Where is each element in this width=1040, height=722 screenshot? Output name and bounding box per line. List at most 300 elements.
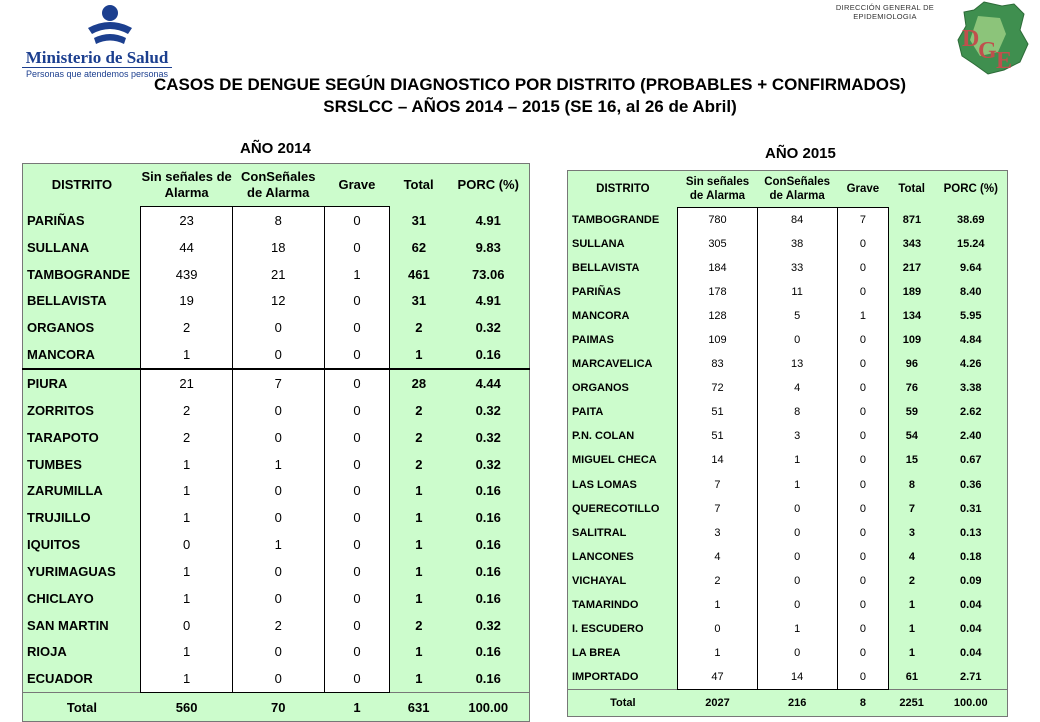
cell-distrito: MANCORA: [27, 347, 95, 363]
cell-total: 2: [415, 617, 423, 633]
svg-text:G: G: [978, 38, 997, 64]
ministry-brand-text: Ministerio de Salud: [25, 48, 169, 67]
cell-porc: 0.32: [475, 402, 501, 418]
cell-distrito: MARCAVELICA: [572, 358, 653, 371]
cell-con-senales: 33: [757, 256, 837, 280]
cell-con-senales: 0: [232, 558, 324, 585]
table-row: [23, 639, 530, 666]
cell-con-senales: 0: [232, 477, 324, 504]
table-total-row: [568, 689, 1008, 716]
cell-total: 15: [905, 454, 918, 467]
table-row: [568, 232, 1008, 256]
cell-porc: 2.62: [960, 406, 982, 419]
cell-total: 1: [415, 590, 423, 606]
cell-con-senales: 5: [757, 304, 837, 328]
cell-distrito: IMPORTADO: [572, 670, 639, 683]
ministry-tagline: Personas que atendemos personas: [22, 67, 172, 79]
table-row: [23, 612, 530, 639]
cell-total: 1: [415, 483, 423, 499]
cell-con-senales: 12: [232, 288, 324, 315]
cell-sin-senales: 1: [141, 585, 232, 612]
table-row: [568, 280, 1008, 304]
cell-distrito: PIURA: [23, 369, 141, 397]
cell-total: 343: [902, 238, 922, 251]
cell-sin-senales: 1: [678, 593, 757, 617]
header-grave: Grave: [846, 183, 880, 195]
cell-sin-senales: 2: [141, 397, 232, 424]
cell-total: 4: [908, 550, 915, 563]
table-row: [23, 585, 530, 612]
cell-sin-senales: 128: [678, 304, 757, 328]
year-label-2014: AÑO 2014: [240, 140, 311, 157]
header-porc: PORC (%): [943, 183, 998, 196]
table-row: [23, 665, 530, 692]
cell-total: 1: [415, 347, 423, 363]
cell-con-senales: 0: [757, 593, 837, 617]
cell-total: 8: [908, 478, 915, 491]
table-row: [568, 424, 1008, 448]
cell-distrito: SULLANA: [27, 239, 90, 255]
total-label: Total: [23, 693, 141, 722]
header-distrito: DISTRITO: [51, 177, 113, 193]
cell-total: 1: [908, 646, 915, 659]
cell-distrito: TAMARINDO: [572, 598, 639, 611]
table-row: [568, 617, 1008, 641]
cell-grave: 1: [837, 304, 889, 328]
total-total: 631: [390, 693, 448, 722]
table-row: [23, 504, 530, 531]
cell-porc: 0.04: [960, 646, 982, 659]
cell-porc: 4.91: [475, 212, 501, 228]
cell-porc: 0.32: [475, 456, 501, 472]
cell-grave: 1: [324, 261, 390, 288]
total-label: Total: [568, 689, 678, 716]
cell-con-senales: 11: [757, 280, 837, 304]
cell-distrito: ORGANOS: [27, 320, 95, 336]
cell-sin-senales: 7: [678, 497, 757, 521]
cell-total: 62: [411, 239, 427, 255]
cell-porc: 0.16: [475, 483, 501, 499]
cell-con-senales: 0: [757, 641, 837, 665]
cell-sin-senales: 2: [141, 424, 232, 451]
cell-grave: 0: [837, 232, 889, 256]
total-con-senales: 70: [232, 693, 324, 722]
cell-total: 76: [905, 382, 918, 395]
cell-distrito: LANCONES: [572, 550, 634, 563]
table-row: [568, 497, 1008, 521]
cell-con-senales: 21: [232, 261, 324, 288]
cell-porc: 8.40: [960, 286, 982, 299]
cell-distrito: MIGUEL CHECA: [572, 454, 657, 467]
cell-con-senales: 1: [232, 531, 324, 558]
cell-porc: 0.16: [475, 671, 501, 687]
cell-con-senales: 18: [232, 234, 324, 261]
cell-sin-senales: 0: [141, 531, 232, 558]
cell-grave: 0: [324, 585, 390, 612]
total-porc: 100.00: [447, 693, 529, 722]
total-grave: 1: [324, 693, 390, 722]
cell-total: 1: [415, 563, 423, 579]
cell-total: 3: [908, 526, 915, 539]
page-title: [40, 74, 1020, 118]
cell-porc: 38.69: [956, 213, 985, 226]
cell-distrito: TUMBES: [27, 456, 82, 472]
cell-con-senales: 0: [757, 521, 837, 545]
cell-distrito: PARIÑAS: [572, 286, 621, 299]
cell-total: 1: [415, 537, 423, 553]
cell-total: 2: [908, 574, 915, 587]
cell-con-senales: 13: [757, 352, 837, 376]
cell-distrito: TARAPOTO: [27, 429, 99, 445]
cell-con-senales: 0: [232, 341, 324, 369]
cell-con-senales: 0: [232, 665, 324, 692]
table-row: [23, 531, 530, 558]
table-row: [568, 328, 1008, 352]
cell-sin-senales: 51: [678, 400, 757, 424]
cell-sin-senales: 2: [141, 314, 232, 341]
cell-sin-senales: 439: [141, 261, 232, 288]
table-row: [23, 207, 530, 234]
cell-porc: 0.36: [960, 478, 982, 491]
cell-sin-senales: 23: [141, 207, 232, 234]
cell-grave: 0: [324, 397, 390, 424]
svg-text:D: D: [962, 26, 980, 52]
cell-distrito: QUERECOTILLO: [572, 502, 660, 515]
cell-porc: 4.91: [475, 293, 501, 309]
cell-con-senales: 8: [757, 400, 837, 424]
cell-distrito: TRUJILLO: [27, 510, 91, 526]
cell-grave: 7: [837, 208, 889, 233]
cell-sin-senales: 44: [141, 234, 232, 261]
cell-con-senales: 1: [757, 448, 837, 472]
table-row: [568, 400, 1008, 424]
table-row: [23, 397, 530, 424]
table-header-row: [568, 171, 1008, 208]
cell-total: 871: [902, 213, 922, 226]
cell-distrito: CHICLAYO: [27, 590, 94, 606]
header-total: Total: [403, 177, 434, 193]
table-row: [23, 341, 530, 369]
cell-sin-senales: 1: [141, 477, 232, 504]
cell-con-senales: 1: [757, 617, 837, 641]
cell-distrito: VICHAYAL: [572, 574, 627, 587]
cell-distrito: TAMBOGRANDE: [572, 213, 660, 226]
cell-porc: 0.16: [475, 590, 501, 606]
cell-sin-senales: 1: [141, 451, 232, 478]
cell-distrito: BELLAVISTA: [572, 262, 640, 275]
cell-sin-senales: 4: [678, 545, 757, 569]
total-grave: 8: [837, 689, 889, 716]
cell-grave: 0: [837, 569, 889, 593]
cell-distrito: SULLANA: [572, 238, 625, 251]
cell-sin-senales: 47: [678, 665, 757, 690]
cell-total: 31: [411, 293, 427, 309]
cell-con-senales: 0: [232, 504, 324, 531]
cell-sin-senales: 3: [678, 521, 757, 545]
table-row: [23, 288, 530, 315]
ministerio-de-salud-logo: [22, 4, 172, 79]
year-label-2015: AÑO 2015: [765, 145, 836, 162]
cell-total: 7: [908, 502, 915, 515]
total-total: 2251: [889, 689, 935, 716]
total-sin-senales: 2027: [678, 689, 757, 716]
cell-distrito: YURIMAGUAS: [27, 563, 116, 579]
cell-distrito: ORGANOS: [572, 382, 629, 395]
cell-total: 96: [905, 358, 918, 371]
total-con-senales: 216: [757, 689, 837, 716]
cell-sin-senales: 1: [141, 639, 232, 666]
cell-con-senales: 38: [757, 232, 837, 256]
cell-sin-senales: 51: [678, 424, 757, 448]
cell-con-senales: 1: [232, 451, 324, 478]
cell-distrito: BELLAVISTA: [27, 293, 107, 309]
cell-con-senales: 0: [757, 497, 837, 521]
cell-porc: 15.24: [956, 238, 985, 251]
table-row: [23, 314, 530, 341]
table-row: [568, 641, 1008, 665]
cell-distrito: SAN MARTIN: [27, 617, 109, 633]
cell-grave: 0: [324, 207, 390, 234]
cell-sin-senales: 14: [678, 448, 757, 472]
cell-total: 2: [415, 429, 423, 445]
cell-con-senales: 84: [757, 208, 837, 233]
table-row: [23, 234, 530, 261]
cell-distrito: IQUITOS: [27, 537, 81, 553]
cell-porc: 0.13: [960, 526, 982, 539]
cell-total: 2: [415, 456, 423, 472]
cell-porc: 0.16: [475, 537, 501, 553]
cell-con-senales: 14: [757, 665, 837, 690]
cell-total: 217: [902, 262, 922, 275]
cell-grave: 0: [324, 369, 390, 397]
cell-total: 2: [415, 402, 423, 418]
cell-porc: 0.67: [960, 454, 982, 467]
cell-porc: 0.04: [960, 622, 982, 635]
cell-sin-senales: 1: [141, 341, 232, 369]
cell-total: 31: [411, 212, 427, 228]
table-row: [568, 545, 1008, 569]
cell-distrito: P.N. COLAN: [572, 430, 635, 443]
header-con-senales: ConSeñales de Alarma: [241, 169, 316, 200]
cell-con-senales: 3: [757, 424, 837, 448]
total-sin-senales: 560: [141, 693, 232, 722]
cell-grave: 0: [324, 314, 390, 341]
cell-total: 2: [415, 320, 423, 336]
cell-porc: 0.32: [475, 320, 501, 336]
cell-sin-senales: 305: [678, 232, 757, 256]
cell-con-senales: 0: [757, 545, 837, 569]
table-row: [568, 473, 1008, 497]
header-sin-senales: Sin señales de Alarma: [685, 176, 750, 202]
cell-grave: 0: [837, 448, 889, 472]
dge-caption: [830, 3, 940, 21]
dge-caption-line1: DIRECCIÓN GENERAL DE: [835, 3, 935, 12]
cell-grave: 0: [837, 497, 889, 521]
cell-grave: 0: [837, 352, 889, 376]
cell-con-senales: 0: [757, 328, 837, 352]
table-row: [23, 558, 530, 585]
cell-con-senales: 2: [232, 612, 324, 639]
cell-grave: 0: [837, 617, 889, 641]
cell-porc: 2.71: [960, 670, 982, 683]
table-row: [23, 424, 530, 451]
table-row: [568, 448, 1008, 472]
header-distrito: DISTRITO: [596, 183, 650, 196]
cell-porc: 0.32: [475, 429, 501, 445]
cell-distrito: ZARUMILLA: [27, 483, 103, 499]
cell-grave: 0: [837, 400, 889, 424]
cell-sin-senales: 184: [678, 256, 757, 280]
cell-grave: 0: [324, 341, 390, 369]
cell-sin-senales: 2: [678, 569, 757, 593]
cell-porc: 3.38: [960, 382, 982, 395]
cell-sin-senales: 178: [678, 280, 757, 304]
cell-sin-senales: 1: [141, 665, 232, 692]
cell-grave: 0: [324, 234, 390, 261]
cell-porc: 0.16: [475, 347, 501, 363]
cell-total: 1: [415, 510, 423, 526]
cell-total: 1: [415, 671, 423, 687]
cell-grave: 0: [324, 424, 390, 451]
cell-sin-senales: 0: [141, 612, 232, 639]
table-row: [568, 304, 1008, 328]
table-row: [568, 593, 1008, 617]
cell-porc: 0.09: [960, 574, 982, 587]
cell-porc: 4.44: [447, 369, 529, 397]
cell-porc: 4.26: [960, 358, 982, 371]
cell-con-senales: 0: [232, 639, 324, 666]
cell-distrito: TAMBOGRANDE: [27, 266, 131, 282]
cell-sin-senales: 109: [678, 328, 757, 352]
cell-con-senales: 0: [232, 314, 324, 341]
dengue-table-2014: [22, 163, 530, 722]
cell-distrito: LA BREA: [572, 646, 621, 659]
cell-grave: 0: [837, 665, 889, 690]
title-line-1: CASOS DE DENGUE SEGÚN DIAGNOSTICO POR DISTRITO (PROBABLES + CONFIRMADOS): [154, 75, 906, 94]
cell-sin-senales: 1: [678, 641, 757, 665]
cell-distrito: PARIÑAS: [27, 212, 85, 228]
cell-sin-senales: 0: [678, 617, 757, 641]
cell-total: 61: [905, 670, 918, 683]
cell-porc: 9.64: [960, 262, 982, 275]
cell-grave: 0: [837, 280, 889, 304]
cell-distrito: PAIMAS: [572, 334, 614, 347]
table-total-row: [23, 693, 530, 722]
cell-con-senales: 0: [232, 397, 324, 424]
cell-sin-senales: 1: [141, 558, 232, 585]
dengue-table-2015: [567, 170, 1008, 717]
cell-total: 134: [902, 310, 922, 323]
svg-text:E: E: [996, 48, 1013, 74]
cell-distrito: MANCORA: [572, 310, 630, 323]
cell-grave: 0: [324, 477, 390, 504]
table-row: [568, 352, 1008, 376]
cell-con-senales: 4: [757, 376, 837, 400]
cell-con-senales: 1: [757, 473, 837, 497]
table-row: [568, 665, 1008, 690]
dge-map-logo-icon: [944, 0, 1030, 76]
table-row: [568, 569, 1008, 593]
table-row: [23, 477, 530, 504]
header-grave: Grave: [338, 177, 376, 192]
cell-porc: 73.06: [471, 266, 505, 282]
cell-total: 1: [908, 598, 915, 611]
cell-sin-senales: 7: [678, 473, 757, 497]
cell-porc: 0.16: [475, 510, 501, 526]
cell-total: 28: [390, 369, 448, 397]
cell-con-senales: 0: [757, 569, 837, 593]
cell-sin-senales: 21: [141, 369, 232, 397]
cell-porc: 9.83: [475, 239, 501, 255]
cell-porc: 0.31: [960, 502, 982, 515]
cell-grave: 0: [324, 558, 390, 585]
cell-porc: 0.16: [475, 644, 501, 660]
cell-distrito: LAS LOMAS: [572, 478, 637, 491]
cell-distrito: I. ESCUDERO: [572, 622, 644, 635]
cell-porc: 0.18: [960, 550, 982, 563]
total-porc: 100.00: [935, 689, 1008, 716]
header-porc: PORC (%): [457, 177, 519, 193]
cell-porc: 2.40: [960, 430, 982, 443]
cell-sin-senales: 780: [678, 208, 757, 233]
table-row: [568, 521, 1008, 545]
cell-grave: 0: [324, 665, 390, 692]
table-row: [23, 451, 530, 478]
cell-distrito: SALITRAL: [572, 526, 627, 539]
cell-distrito: ECUADOR: [27, 671, 93, 687]
cell-total: 1: [415, 644, 423, 660]
cell-con-senales: 0: [232, 585, 324, 612]
cell-grave: 0: [837, 473, 889, 497]
cell-porc: 0.16: [475, 563, 501, 579]
cell-sin-senales: 83: [678, 352, 757, 376]
cell-sin-senales: 1: [141, 504, 232, 531]
cell-grave: 0: [837, 256, 889, 280]
cell-grave: 0: [324, 451, 390, 478]
cell-con-senales: 0: [232, 424, 324, 451]
cell-grave: 0: [837, 641, 889, 665]
table-header-row: [23, 164, 530, 207]
header-total: Total: [898, 183, 925, 196]
table-row: [23, 369, 530, 397]
cell-grave: 0: [324, 639, 390, 666]
cell-porc: 5.95: [960, 310, 982, 323]
cell-distrito: PAITA: [572, 406, 604, 419]
cell-total: 189: [902, 286, 922, 299]
cell-grave: 0: [324, 612, 390, 639]
cell-con-senales: 7: [232, 369, 324, 397]
cell-sin-senales: 19: [141, 288, 232, 315]
cell-grave: 0: [837, 376, 889, 400]
title-line-2: SRSLCC – AÑOS 2014 – 2015 (SE 16, al 26 de Abril): [323, 97, 737, 116]
cell-grave: 0: [837, 424, 889, 448]
table-row: [568, 256, 1008, 280]
cell-porc: 0.32: [475, 617, 501, 633]
cell-distrito: RIOJA: [27, 644, 67, 660]
table-row: [23, 261, 530, 288]
cell-sin-senales: 72: [678, 376, 757, 400]
table-row: [568, 208, 1008, 233]
dge-caption-line2: EPIDEMIOLOGIA: [853, 12, 917, 21]
cell-total: 59: [905, 406, 918, 419]
cell-grave: 0: [837, 328, 889, 352]
cell-total: 54: [905, 430, 918, 443]
cell-grave: 0: [324, 288, 390, 315]
person-figure-icon: [80, 4, 140, 48]
cell-grave: 0: [837, 593, 889, 617]
cell-porc: 4.84: [960, 334, 982, 347]
cell-total: 461: [408, 266, 430, 282]
